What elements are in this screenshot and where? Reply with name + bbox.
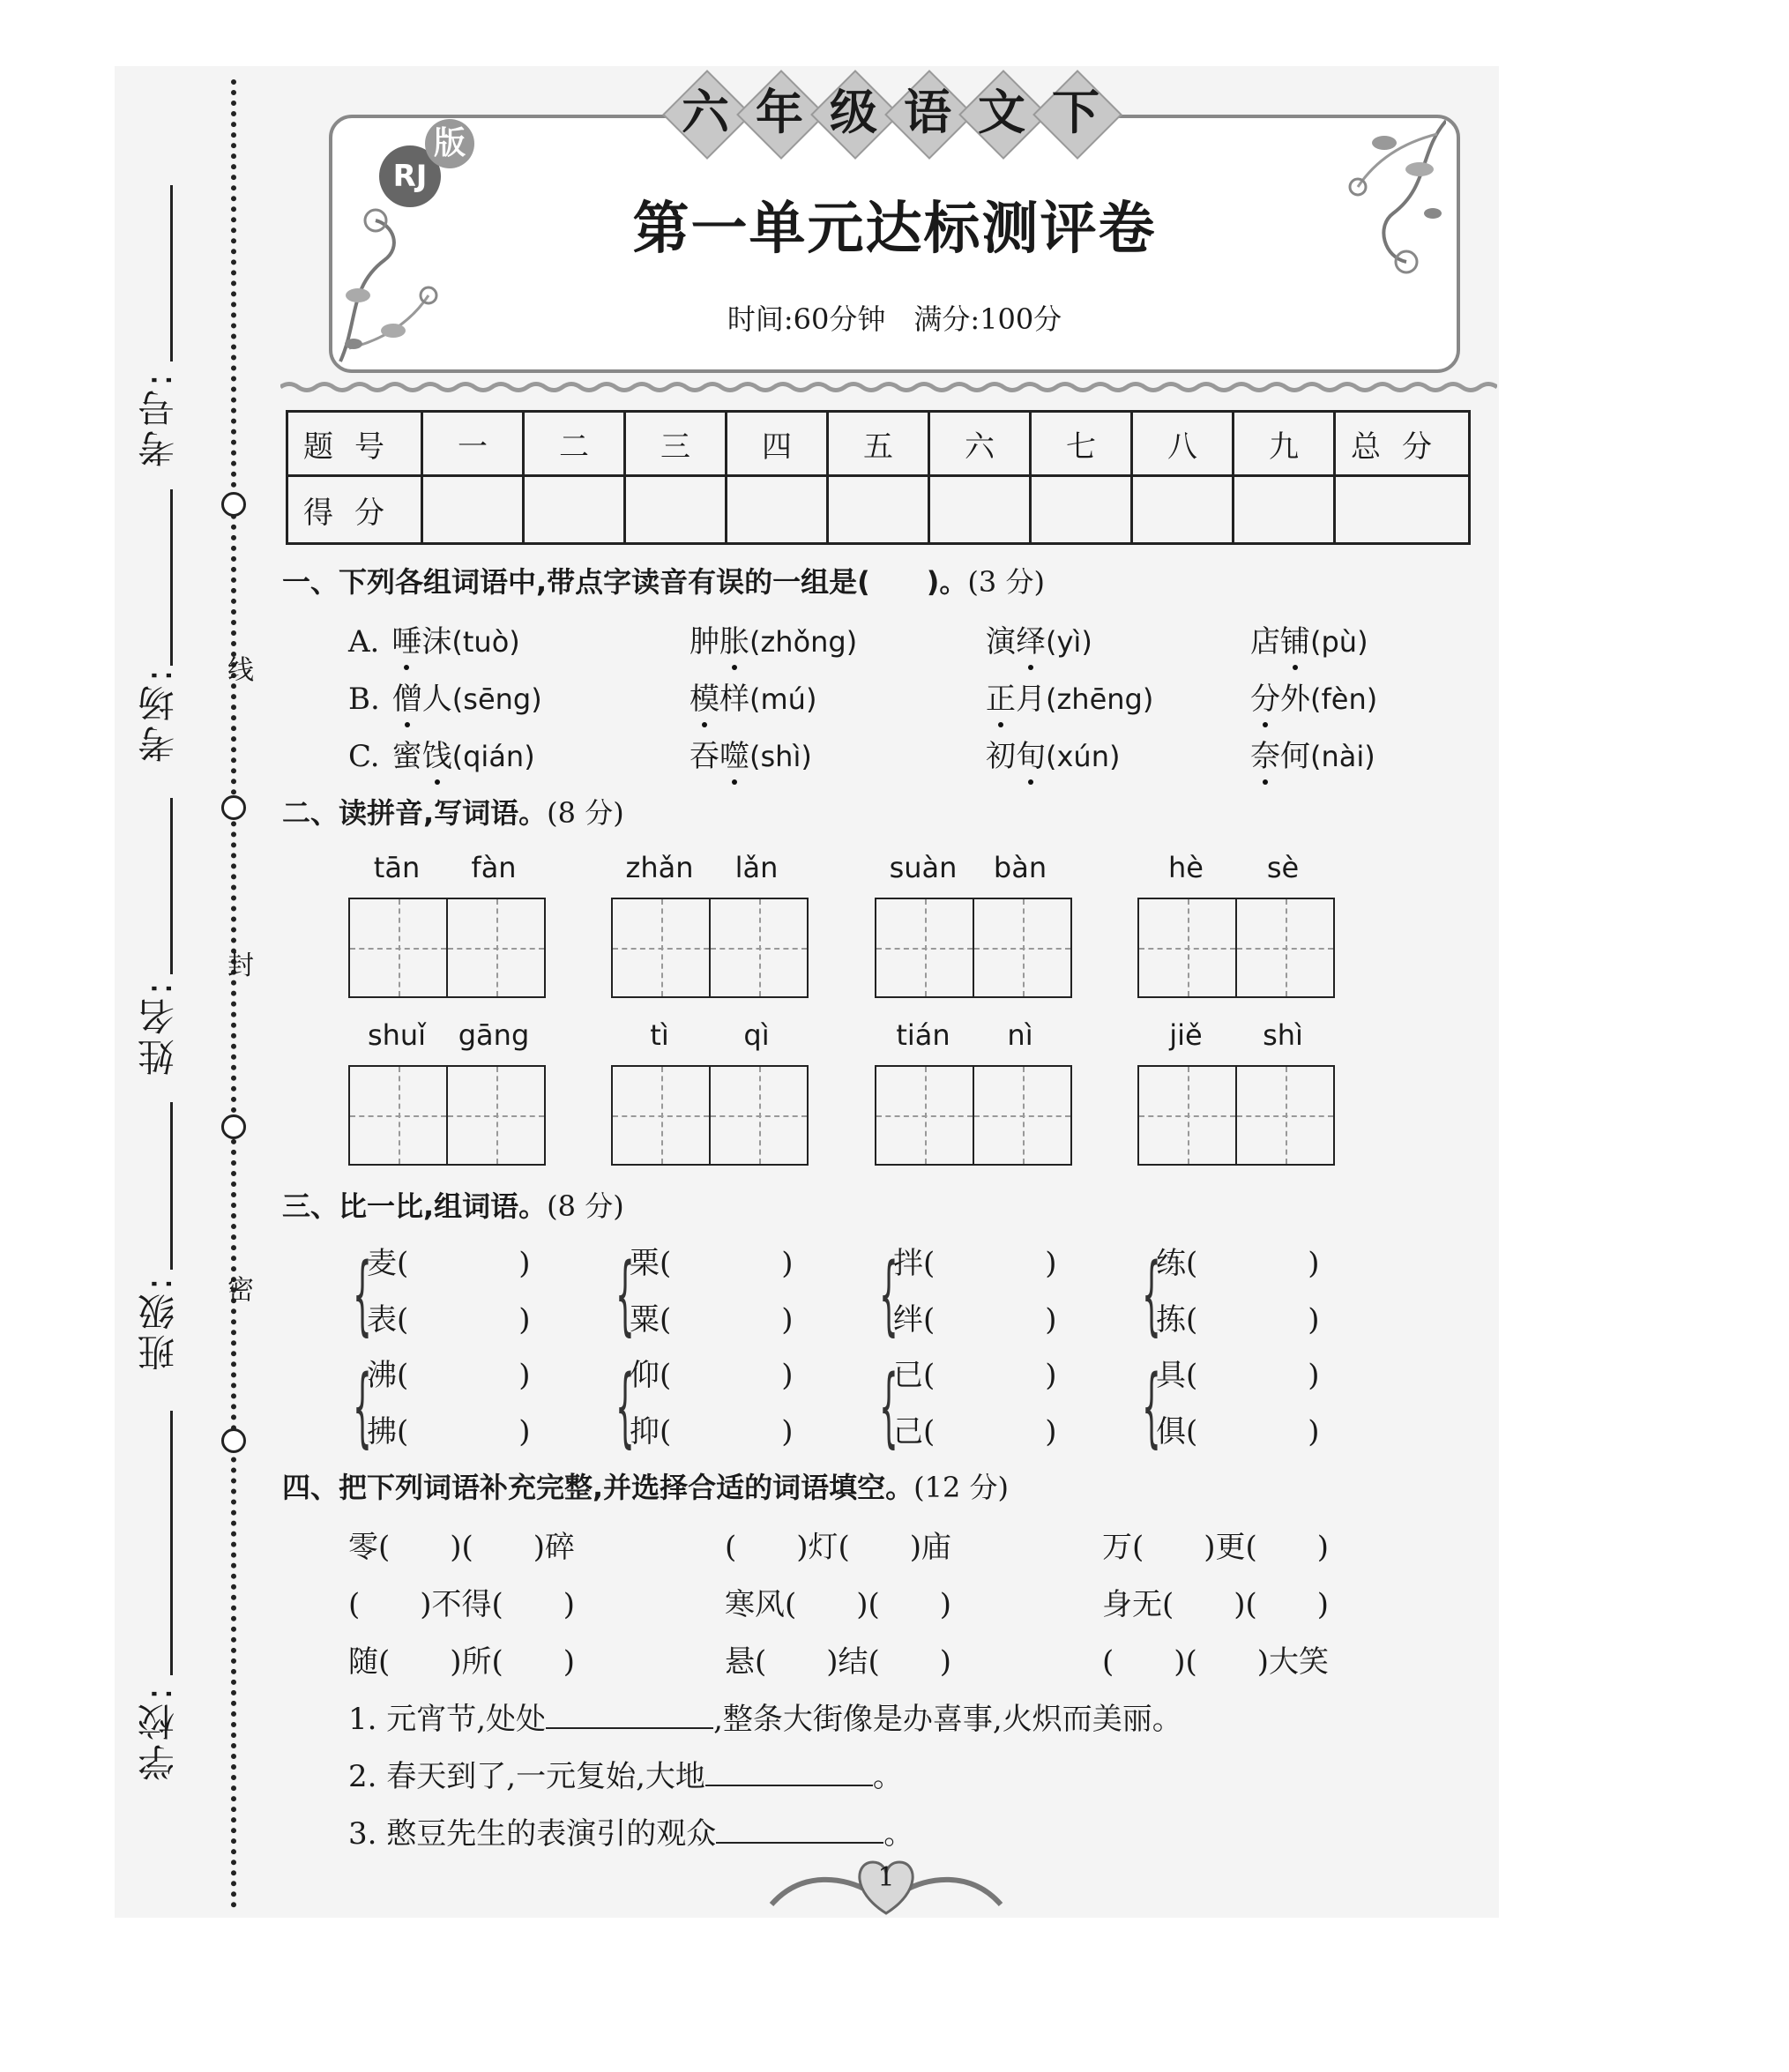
seal-char-mi: 密: [227, 1275, 254, 1306]
score-input-cell[interactable]: [1132, 476, 1234, 544]
tianzige-box[interactable]: [875, 1065, 1072, 1166]
word-char: 绎: [1016, 624, 1046, 660]
word-char: 样: [719, 682, 749, 717]
brace-icon: {: [879, 1245, 898, 1345]
pinyin-annotation: (nài): [1310, 740, 1375, 773]
q1-option: [1250, 732, 1375, 775]
q1-option: [986, 732, 1120, 775]
word-char: 店: [1250, 624, 1280, 660]
compare-char: 表: [367, 1302, 397, 1338]
score-table: [286, 410, 1471, 545]
pinyin-annotation: (tuò): [451, 625, 520, 659]
score-input-cell[interactable]: [422, 476, 524, 544]
sentence-text: 春天到了,一元复始,大地: [386, 1759, 705, 1794]
word-char: 人: [421, 682, 452, 717]
school-line[interactable]: [170, 1411, 173, 1675]
paren-close: ): [1308, 1414, 1320, 1450]
word-char: 铺: [1280, 624, 1310, 660]
compare-pair: [1142, 1351, 1371, 1465]
page-number: 1: [877, 1862, 895, 1893]
exam-no-line[interactable]: [170, 185, 173, 361]
pinyin-syllable: jiě: [1169, 1018, 1203, 1052]
q2-points: (8 分): [547, 796, 624, 830]
word-char: 模: [690, 682, 719, 717]
compare-word: [893, 1295, 1057, 1338]
tianzige-cell[interactable]: [613, 1067, 711, 1164]
compare-char: 仰: [630, 1358, 660, 1393]
compare-word: [367, 1239, 531, 1282]
paren-close: ): [1045, 1414, 1057, 1450]
paren-close: ): [518, 1246, 531, 1281]
compare-char: 己: [893, 1414, 923, 1450]
compare-pair: [615, 1239, 845, 1353]
q1-option: [690, 732, 812, 775]
pinyin-annotation: (qián): [451, 740, 535, 773]
pinyin-syllable: zhǎn: [625, 851, 694, 884]
score-input-cell[interactable]: [1031, 476, 1132, 544]
pinyin-annotation: (pù): [1310, 625, 1368, 659]
word-char: 沫: [421, 624, 452, 660]
word-char: 饯: [421, 739, 452, 774]
paren-open: (: [923, 1302, 935, 1338]
compare-pair: [1142, 1239, 1371, 1353]
option-letter: B.: [348, 682, 380, 717]
binding-hole: [221, 1428, 246, 1453]
score-header-cell: 四: [727, 412, 828, 476]
paren-close: ): [518, 1358, 531, 1393]
score-header-cell: 七: [1031, 412, 1132, 476]
paren-open: (: [397, 1246, 409, 1281]
answer-blank[interactable]: [546, 1701, 713, 1729]
compare-pair: [879, 1351, 1108, 1465]
q1-points: (3 分): [967, 565, 1045, 599]
idiom-fill-item[interactable]: 身无( )( ): [1102, 1587, 1330, 1622]
compare-word: [893, 1351, 1057, 1394]
pinyin-annotation: (yì): [1046, 625, 1092, 659]
word-char: 外: [1280, 682, 1310, 717]
paren-close: ): [781, 1358, 794, 1393]
compare-char: 练: [1156, 1246, 1186, 1281]
paren-open: (: [660, 1414, 672, 1450]
pinyin-syllable: shì: [1263, 1018, 1303, 1052]
compare-pair: [879, 1239, 1108, 1353]
pinyin-syllable: lǎn: [734, 851, 779, 884]
seal-char-xian: 线: [227, 655, 254, 686]
option-letter: A.: [348, 624, 380, 660]
sentence-text: 。: [883, 1816, 914, 1852]
compare-char: 绊: [893, 1302, 923, 1338]
paren-open: (: [1186, 1358, 1198, 1393]
banner-char: 下: [1052, 85, 1099, 140]
answer-blank[interactable]: [716, 1815, 883, 1844]
word-char: 正: [986, 682, 1016, 717]
compare-char: 拂: [367, 1414, 397, 1450]
paren-close: ): [781, 1414, 794, 1450]
word-char: 奈: [1250, 739, 1280, 774]
word-char: 初: [986, 739, 1016, 774]
q2-heading-text: 二、读拼音,写词语。: [282, 796, 548, 830]
word-char: 僧: [391, 682, 422, 717]
tianzige-cell[interactable]: [711, 899, 807, 996]
pinyin-syllable: bàn: [993, 851, 1047, 884]
score-input-cell[interactable]: [625, 476, 727, 544]
compare-word: [893, 1239, 1057, 1282]
score-input-cell[interactable]: [1234, 476, 1335, 544]
paren-open: (: [923, 1358, 935, 1393]
paren-close: ): [1045, 1246, 1057, 1281]
answer-blank[interactable]: [705, 1758, 873, 1786]
tianzige-cell[interactable]: [974, 1067, 1070, 1164]
score-input-cell[interactable]: [828, 476, 929, 544]
q3-heading-text: 三、比一比,组词语。: [282, 1189, 548, 1223]
brace-icon: {: [615, 1245, 635, 1345]
score-input-cell[interactable]: [727, 476, 828, 544]
compare-word: [630, 1407, 794, 1450]
q1-heading: [282, 560, 1045, 600]
compare-char: 麦: [367, 1246, 397, 1281]
paren-close: ): [1308, 1302, 1320, 1338]
score-header-cell: 五: [828, 412, 929, 476]
class-label: 班级:: [137, 1274, 180, 1372]
tianzige-cell[interactable]: [1139, 899, 1237, 996]
sentence-text: 。: [872, 1759, 903, 1794]
tianzige-cell[interactable]: [613, 899, 711, 996]
q1-option: [986, 675, 1153, 718]
score-input-cell[interactable]: [524, 476, 625, 544]
tianzige-box[interactable]: [611, 1065, 809, 1166]
sentence-text: 憨豆先生的表演引的观众: [386, 1816, 717, 1852]
compare-pair: [615, 1351, 845, 1465]
paren-open: (: [923, 1414, 935, 1450]
tianzige-box[interactable]: [348, 1065, 546, 1166]
word-char: 旬: [1016, 739, 1046, 774]
paren-open: (: [397, 1302, 409, 1338]
idiom-fill-item[interactable]: 悬( )结( ): [725, 1644, 952, 1680]
compare-word: [1156, 1295, 1320, 1338]
q4-heading: [282, 1465, 1009, 1506]
pinyin-syllable: tián: [896, 1018, 950, 1052]
compare-char: 已: [893, 1358, 923, 1393]
pinyin-annotation: (zhēng): [1046, 682, 1154, 716]
score-header-cell: 九: [1234, 412, 1335, 476]
sentence-number: 2.: [348, 1759, 377, 1794]
paren-close: ): [1045, 1302, 1057, 1338]
tianzige-box[interactable]: [348, 898, 546, 998]
paren-close: ): [1308, 1246, 1320, 1281]
time-info: 时间:60分钟 满分:100分: [727, 302, 1062, 336]
banner-char: 文: [978, 85, 1025, 140]
banner-char: 年: [756, 85, 803, 140]
tianzige-cell[interactable]: [448, 899, 544, 996]
sentence-text: ,整条大街像是办喜事,火炽而美丽。: [713, 1702, 1182, 1737]
pinyin-annotation: (fèn): [1310, 682, 1378, 716]
tianzige-box[interactable]: [611, 898, 809, 998]
sentence-text: 元宵节,处处: [386, 1702, 547, 1737]
pinyin-annotation: (shì): [749, 740, 812, 773]
brace-icon: {: [1142, 1357, 1161, 1457]
binding-hole: [221, 492, 246, 517]
name-label: 姓名:: [137, 979, 180, 1077]
tianzige-cell[interactable]: [1139, 1067, 1237, 1164]
page-number-ornament: [767, 1852, 1005, 1922]
compare-word: [1156, 1407, 1320, 1450]
pinyin-annotation: (zhǒng): [749, 625, 858, 659]
brace-icon: {: [353, 1357, 372, 1457]
wavy-divider: [280, 381, 1497, 393]
idiom-fill-item[interactable]: ( )( )大笑: [1102, 1644, 1330, 1680]
tianzige-cell[interactable]: [448, 1067, 544, 1164]
q1-option: [986, 617, 1092, 660]
paren-open: (: [397, 1358, 409, 1393]
score-header-cell: 一: [422, 412, 524, 476]
binding-dotted-line: [231, 79, 236, 1909]
compare-word: [367, 1351, 531, 1394]
brace-icon: {: [879, 1357, 898, 1457]
q1-option: [348, 732, 535, 775]
exam-no-label: 考号:: [137, 370, 180, 468]
tianzige-box[interactable]: [875, 898, 1072, 998]
rj-badge-circle: RJ: [379, 145, 441, 207]
paren-open: (: [660, 1358, 672, 1393]
banner-char: 级: [830, 85, 877, 140]
pinyin-syllable: tān: [373, 851, 421, 884]
score-header-cell: 二: [524, 412, 625, 476]
tianzige-cell[interactable]: [974, 899, 1070, 996]
pinyin-syllable: sè: [1266, 851, 1300, 884]
score-header-cell: 总分: [1335, 412, 1470, 476]
sentence-number: 1.: [348, 1702, 377, 1737]
compare-word: [1156, 1239, 1320, 1282]
paren-close: ): [781, 1246, 794, 1281]
tianzige-cell[interactable]: [711, 1067, 807, 1164]
compare-word: [893, 1407, 1057, 1450]
q1-option: [348, 675, 542, 718]
compare-word: [1156, 1351, 1320, 1394]
q1-heading-text: 一、下列各组词语中,带点字读音有误的一组是( )。: [282, 565, 968, 599]
edition-suffix: 版: [425, 119, 474, 168]
paren-open: (: [1186, 1414, 1198, 1450]
score-header-cell: 八: [1132, 412, 1234, 476]
compare-word: [630, 1351, 794, 1394]
word-char: 演: [986, 624, 1016, 660]
q1-option: [690, 617, 857, 660]
seal-char-feng: 封: [227, 950, 254, 981]
score-row-label: 得分: [287, 476, 422, 544]
idiom-fill-item[interactable]: 万( )更( ): [1102, 1530, 1330, 1565]
compare-char: 抑: [630, 1414, 660, 1450]
q3-points: (8 分): [547, 1189, 624, 1223]
banner-char: 六: [682, 85, 729, 140]
paren-close: ): [518, 1302, 531, 1338]
word-char: 何: [1280, 739, 1310, 774]
pinyin-syllable: fàn: [471, 851, 517, 884]
word-char: 唾: [391, 624, 422, 660]
q1-option: [690, 675, 816, 718]
option-letter: C.: [348, 739, 380, 774]
binding-hole: [221, 795, 246, 820]
pinyin-annotation: (sēng): [451, 682, 542, 716]
pinyin-annotation: (mú): [749, 682, 817, 716]
grade-subject-banner: [670, 78, 1120, 161]
compare-char: 俱: [1156, 1414, 1186, 1450]
q1-option: [1250, 617, 1368, 660]
q4-heading-text: 四、把下列词语补充完整,并选择合适的词语填空。: [282, 1471, 914, 1504]
paren-open: (: [1186, 1246, 1198, 1281]
brace-icon: {: [615, 1357, 635, 1457]
q3-heading: [282, 1184, 624, 1225]
q4-sentence-3: [348, 1809, 913, 1852]
pinyin-syllable: hè: [1168, 851, 1204, 884]
tianzige-box[interactable]: [1137, 898, 1335, 998]
q1-option: [1250, 675, 1377, 718]
idiom-fill-item[interactable]: ( )灯( )庙: [725, 1530, 952, 1565]
score-header-cell: 三: [625, 412, 727, 476]
pinyin-syllable: nì: [1007, 1018, 1033, 1052]
pinyin-syllable: qì: [743, 1018, 770, 1052]
room-label: 考场:: [137, 666, 180, 764]
paren-open: (: [397, 1414, 409, 1450]
word-char: 吞: [690, 739, 719, 774]
score-input-cell[interactable]: [1335, 476, 1470, 544]
tianzige-cell[interactable]: [1237, 899, 1333, 996]
paren-close: ): [1308, 1358, 1320, 1393]
compare-char: 沸: [367, 1358, 397, 1393]
paren-open: (: [1186, 1302, 1198, 1338]
pinyin-syllable: tì: [650, 1018, 669, 1052]
compare-char: 栗: [630, 1246, 660, 1281]
binding-hole: [221, 1114, 246, 1139]
q2-heading: [282, 791, 624, 831]
compare-word: [367, 1407, 531, 1450]
idiom-fill-item[interactable]: ( )不得( ): [348, 1587, 576, 1622]
pinyin-syllable: suàn: [889, 851, 958, 884]
word-char: 月: [1016, 682, 1046, 717]
idiom-fill-item[interactable]: 随( )所( ): [348, 1644, 576, 1680]
page-title: 第一单元达标测评卷: [632, 196, 1157, 262]
word-char: 肿: [690, 624, 719, 660]
tianzige-cell[interactable]: [876, 1067, 974, 1164]
room-line[interactable]: [170, 489, 173, 666]
word-char: 分: [1250, 682, 1280, 717]
brace-icon: {: [1142, 1245, 1161, 1345]
word-char: 胀: [719, 624, 749, 660]
paren-close: ): [1045, 1358, 1057, 1393]
pinyin-syllable: gāng: [458, 1018, 530, 1052]
tianzige-box[interactable]: [1137, 1065, 1335, 1166]
compare-char: 粟: [630, 1302, 660, 1338]
compare-char: 具: [1156, 1358, 1186, 1393]
q4-points: (12 分): [913, 1471, 1010, 1504]
class-line[interactable]: [170, 1102, 173, 1270]
idiom-fill-item[interactable]: 零( )( )碎: [348, 1530, 576, 1565]
compare-word: [630, 1295, 794, 1338]
sentence-number: 3.: [348, 1816, 377, 1852]
paren-open: (: [660, 1302, 672, 1338]
idiom-fill-item[interactable]: 寒风( )( ): [725, 1587, 952, 1622]
paren-open: (: [923, 1246, 935, 1281]
pinyin-syllable: shuǐ: [367, 1018, 427, 1052]
word-char: 噬: [719, 739, 749, 774]
tianzige-cell[interactable]: [350, 899, 448, 996]
score-header-cell: 题号: [287, 412, 422, 476]
compare-word: [630, 1239, 794, 1282]
score-input-cell[interactable]: [929, 476, 1031, 544]
pinyin-annotation: (xún): [1046, 740, 1121, 773]
tianzige-cell[interactable]: [350, 1067, 448, 1164]
tianzige-cell[interactable]: [1237, 1067, 1333, 1164]
compare-pair: [353, 1239, 582, 1353]
paren-open: (: [660, 1246, 672, 1281]
q4-sentence-1: [348, 1695, 1182, 1738]
compare-char: 拣: [1156, 1302, 1186, 1338]
compare-char: 拌: [893, 1246, 923, 1281]
name-line[interactable]: [170, 798, 173, 974]
paren-close: ): [518, 1414, 531, 1450]
banner-char: 语: [904, 85, 951, 140]
score-header-cell: 六: [929, 412, 1031, 476]
q4-sentence-2: [348, 1752, 903, 1795]
q1-option: [348, 617, 520, 660]
compare-pair: [353, 1351, 582, 1465]
paren-close: ): [781, 1302, 794, 1338]
brace-icon: {: [353, 1245, 372, 1345]
tianzige-cell[interactable]: [876, 899, 974, 996]
school-label: 学校:: [137, 1684, 180, 1782]
word-char: 蜜: [391, 739, 422, 774]
compare-word: [367, 1295, 531, 1338]
